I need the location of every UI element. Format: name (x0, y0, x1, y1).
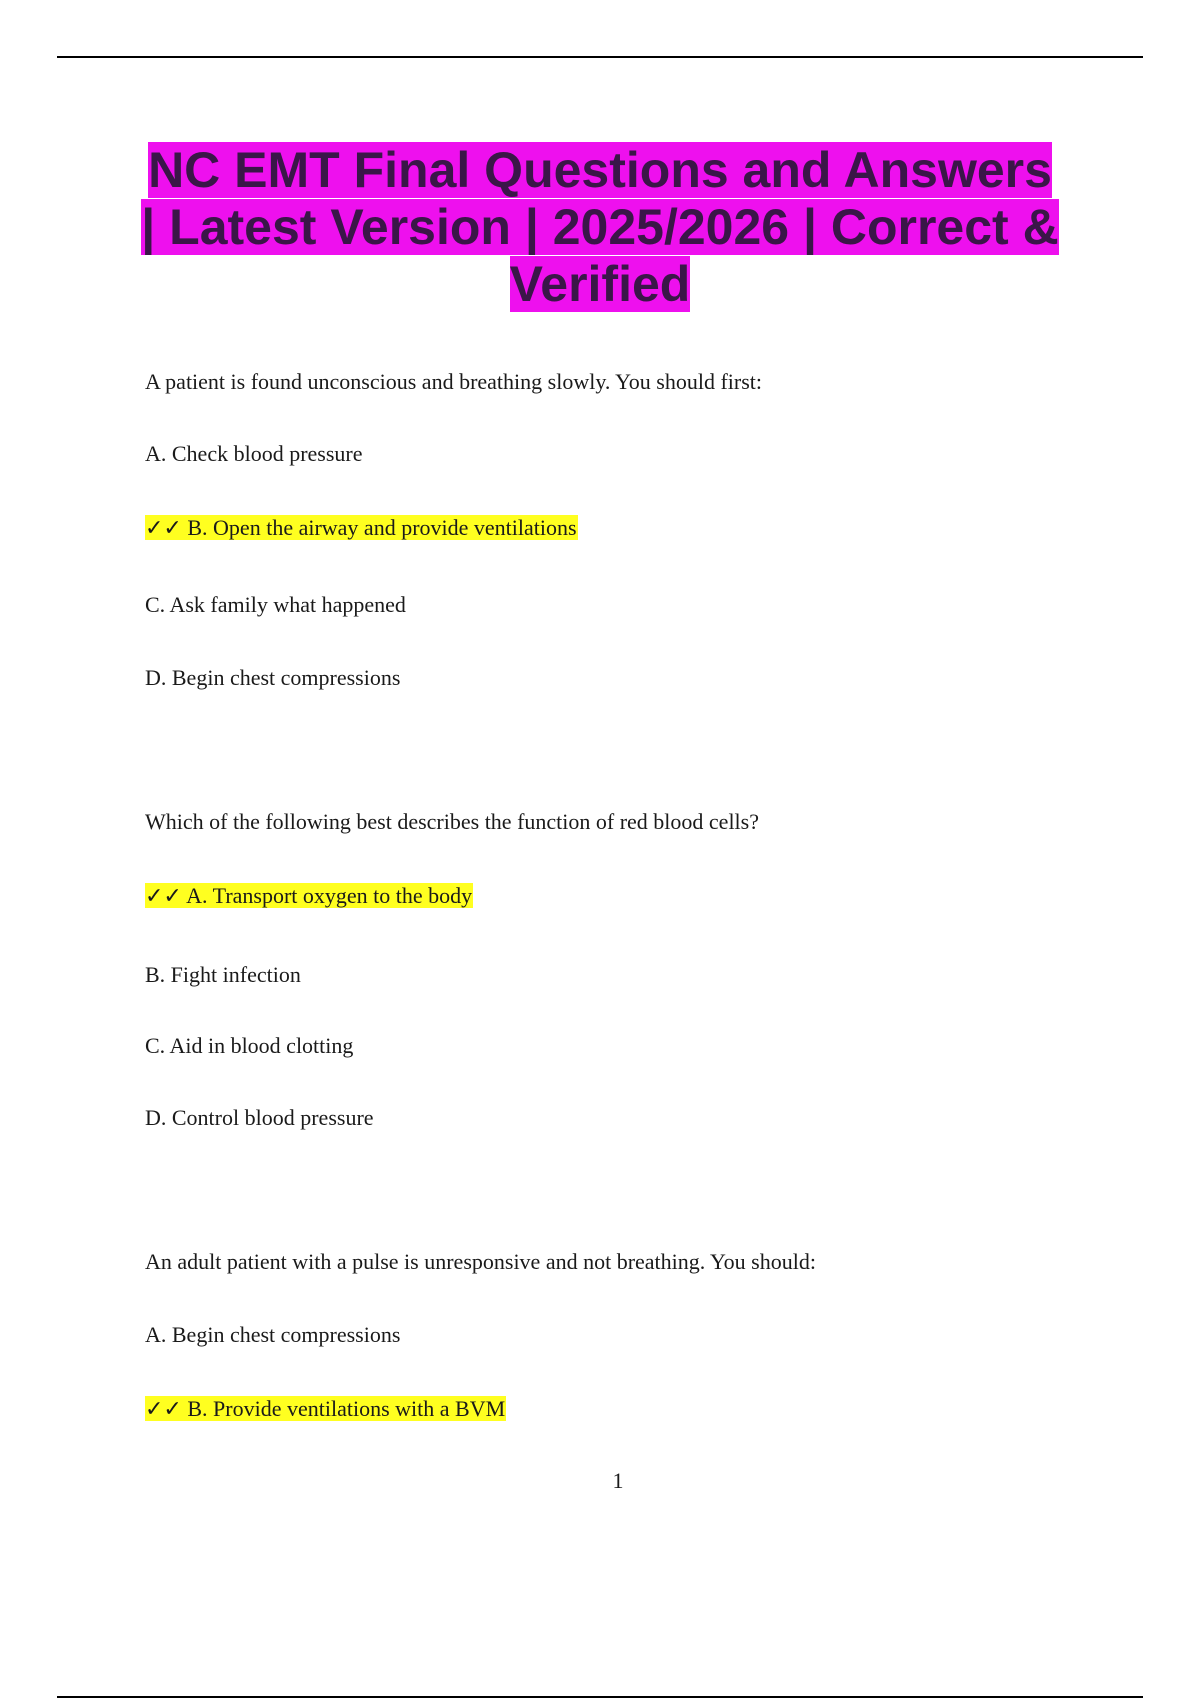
answer-option: A. Check blood pressure (145, 441, 363, 466)
answer-option-correct (145, 513, 578, 544)
question-prompt: Which of the following best describes the function of red blood cells? (145, 809, 759, 834)
answer-option: C. Aid in blood clotting (145, 1033, 354, 1058)
bottom-rule (57, 1696, 1143, 1698)
answer-option: D. Begin chest compressions (145, 665, 401, 690)
answer-text: A. Transport oxygen to the body (186, 883, 473, 908)
page-number: 1 (612, 1468, 624, 1493)
answer-option: C. Ask family what happened (145, 592, 406, 617)
double-check-icon: ✓✓ (145, 1397, 182, 1422)
answer-option: B. Fight infection (145, 962, 301, 987)
title-text: NC EMT Final Questions and Answers | Latest Version | 2025/2026 | Correct & Verified (141, 142, 1059, 312)
answer-option-correct (145, 1394, 506, 1425)
question-prompt: An adult patient with a pulse is unresponsive and not breathing. You should: (145, 1249, 816, 1274)
answer-option: D. Control blood pressure (145, 1105, 374, 1130)
double-check-icon: ✓✓ (145, 516, 182, 541)
answer-option-correct (145, 881, 473, 912)
question-prompt: A patient is found unconscious and breathing slowly. You should first: (145, 369, 762, 394)
document-title (140, 142, 1060, 313)
top-rule (57, 56, 1143, 58)
answer-option: A. Begin chest compressions (145, 1322, 401, 1347)
double-check-icon: ✓✓ (145, 884, 182, 909)
answer-text: B. Open the airway and provide ventilations (187, 515, 577, 540)
answer-text: B. Provide ventilations with a BVM (187, 1396, 506, 1421)
